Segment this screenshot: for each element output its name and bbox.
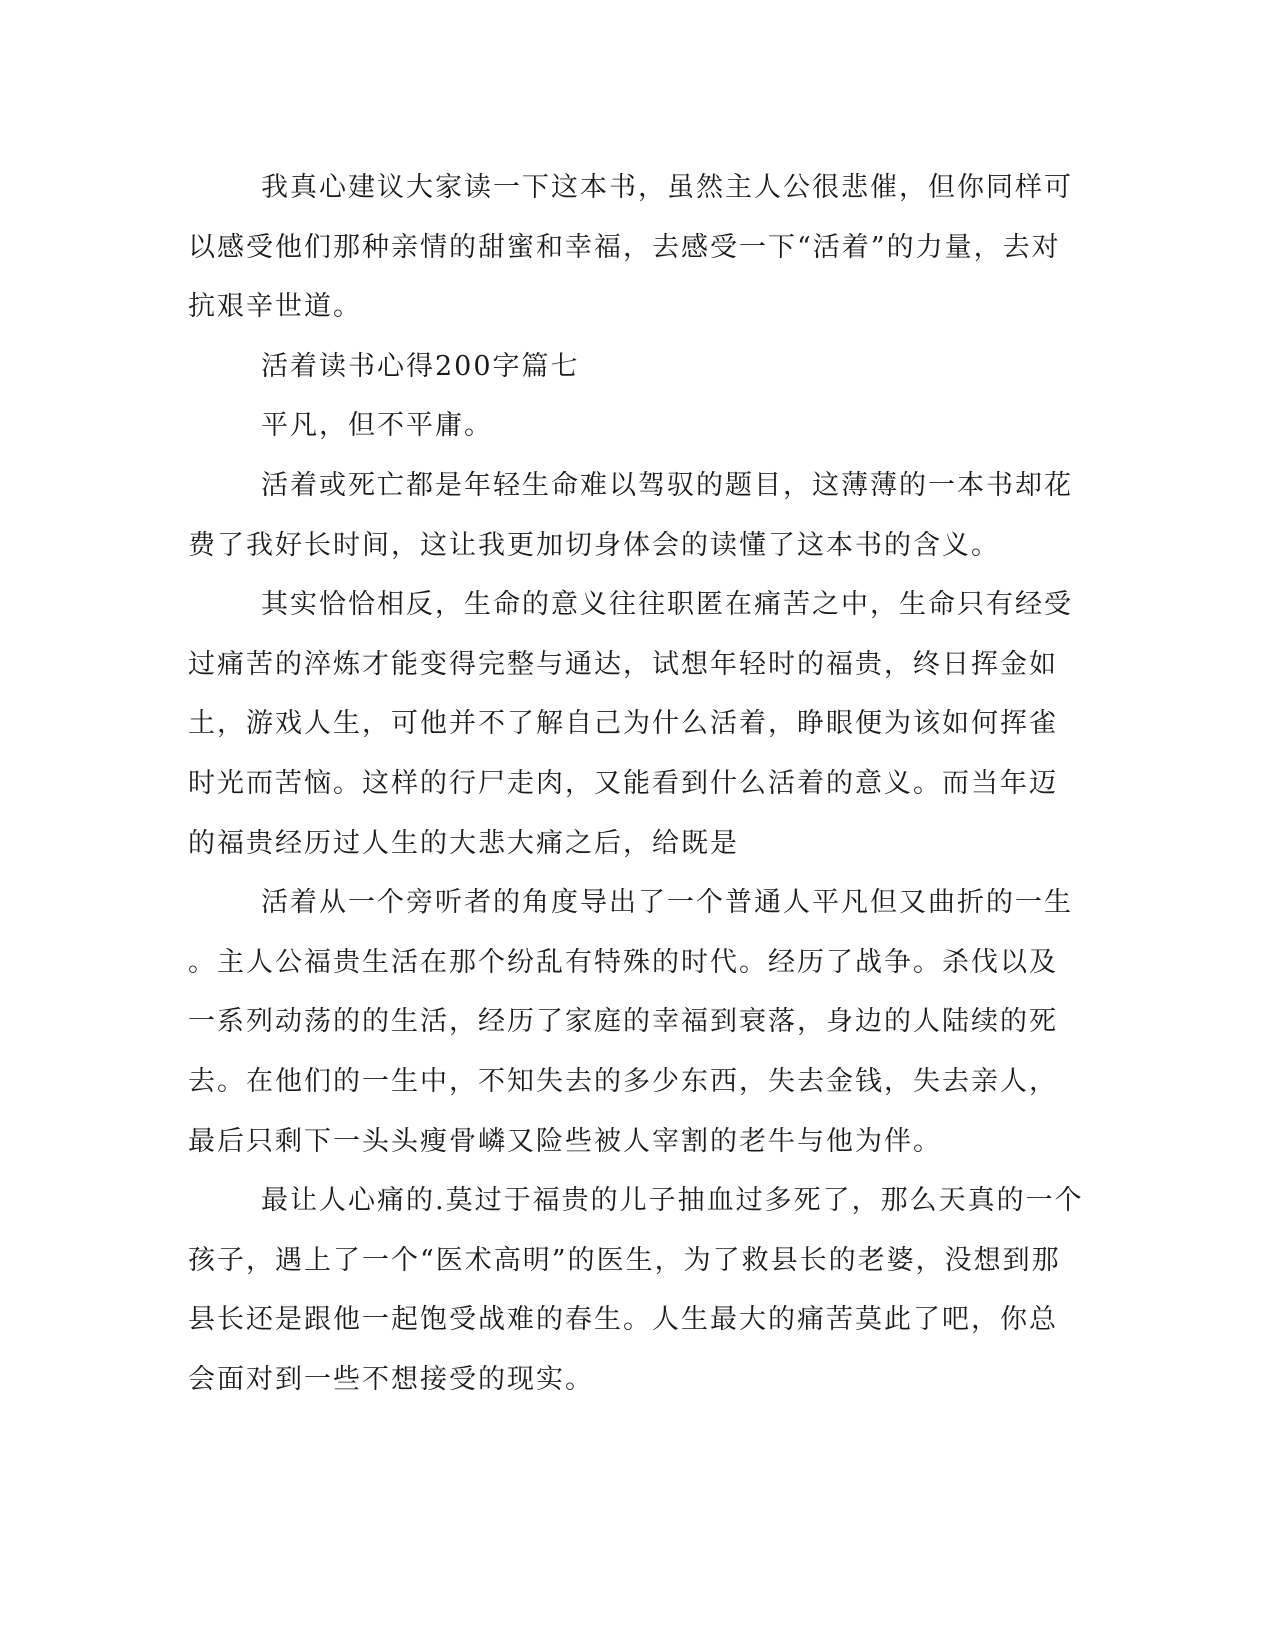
text-line: 时光而苦恼。这样的行尸走肉，又能看到什么活着的意义。而当年迈 [188, 767, 1058, 799]
text-line: 活着或死亡都是年轻生命难以驾驭的题目，这薄薄的一本书却花 [261, 469, 1073, 501]
text-line: 其实恰恰相反，生命的意义往往职匿在痛苦之中，生命只有经受 [261, 589, 1073, 621]
text-line: 过痛苦的淬炼才能变得完整与通达，试想年轻时的福贵，终日挥金如 [188, 648, 1058, 680]
text-line: 县长还是跟他一起饱受战难的春生。人生最大的痛苦莫此了吧，你总 [188, 1304, 1058, 1336]
text-line: 我真心建议大家读一下这本书，虽然主人公很悲催，但你同样可 [261, 172, 1073, 203]
text-line: 最后只剩下一头头瘦骨嶙又险些被人宰割的老牛与他为伴。 [188, 1125, 942, 1157]
text-line: 孩子，遇上了一个“医术高明”的医生，为了救县长的老婆，没想到那 [188, 1244, 1061, 1276]
document-body [188, 158, 1084, 1409]
text-line: 会面对到一些不想接受的现实。 [188, 1363, 594, 1395]
text-line: 去。在他们的一生中，不知失去的多少东西，失去金钱，失去亲人， [188, 1065, 1058, 1097]
text-line: 活着读书心得200字篇七 [261, 350, 580, 382]
text-line: 最让人心痛的.莫过于福贵的儿子抽血过多死了，那么天真的一个 [261, 1185, 1084, 1217]
text-line: 一系列动荡的的生活，经历了家庭的幸福到衰落，身边的人陆续的死 [188, 1006, 1058, 1038]
text-line: 平凡，但不平庸。 [261, 410, 493, 442]
text-line: 土，游戏人生，可他并不了解自己为什么活着，睁眼便为该如何挥雀 [188, 708, 1058, 740]
text-line: 费了我好长时间，这让我更加切身体会的读懂了这本书的含义。 [188, 529, 1000, 561]
text-line: 活着从一个旁听者的角度导出了一个普通人平凡但又曲折的一生 [261, 887, 1073, 919]
text-line: 的福贵经历过人生的大悲大痛之后，给既是 [188, 827, 739, 859]
text-line: 抗艰辛世道。 [188, 291, 362, 323]
text-line: 以感受他们那种亲情的甜蜜和幸福，去感受一下“活着”的力量，去对 [188, 231, 1061, 263]
text-line: 。主人公福贵生活在那个纷乱有特殊的时代。经历了战争。杀伐以及 [188, 946, 1058, 978]
